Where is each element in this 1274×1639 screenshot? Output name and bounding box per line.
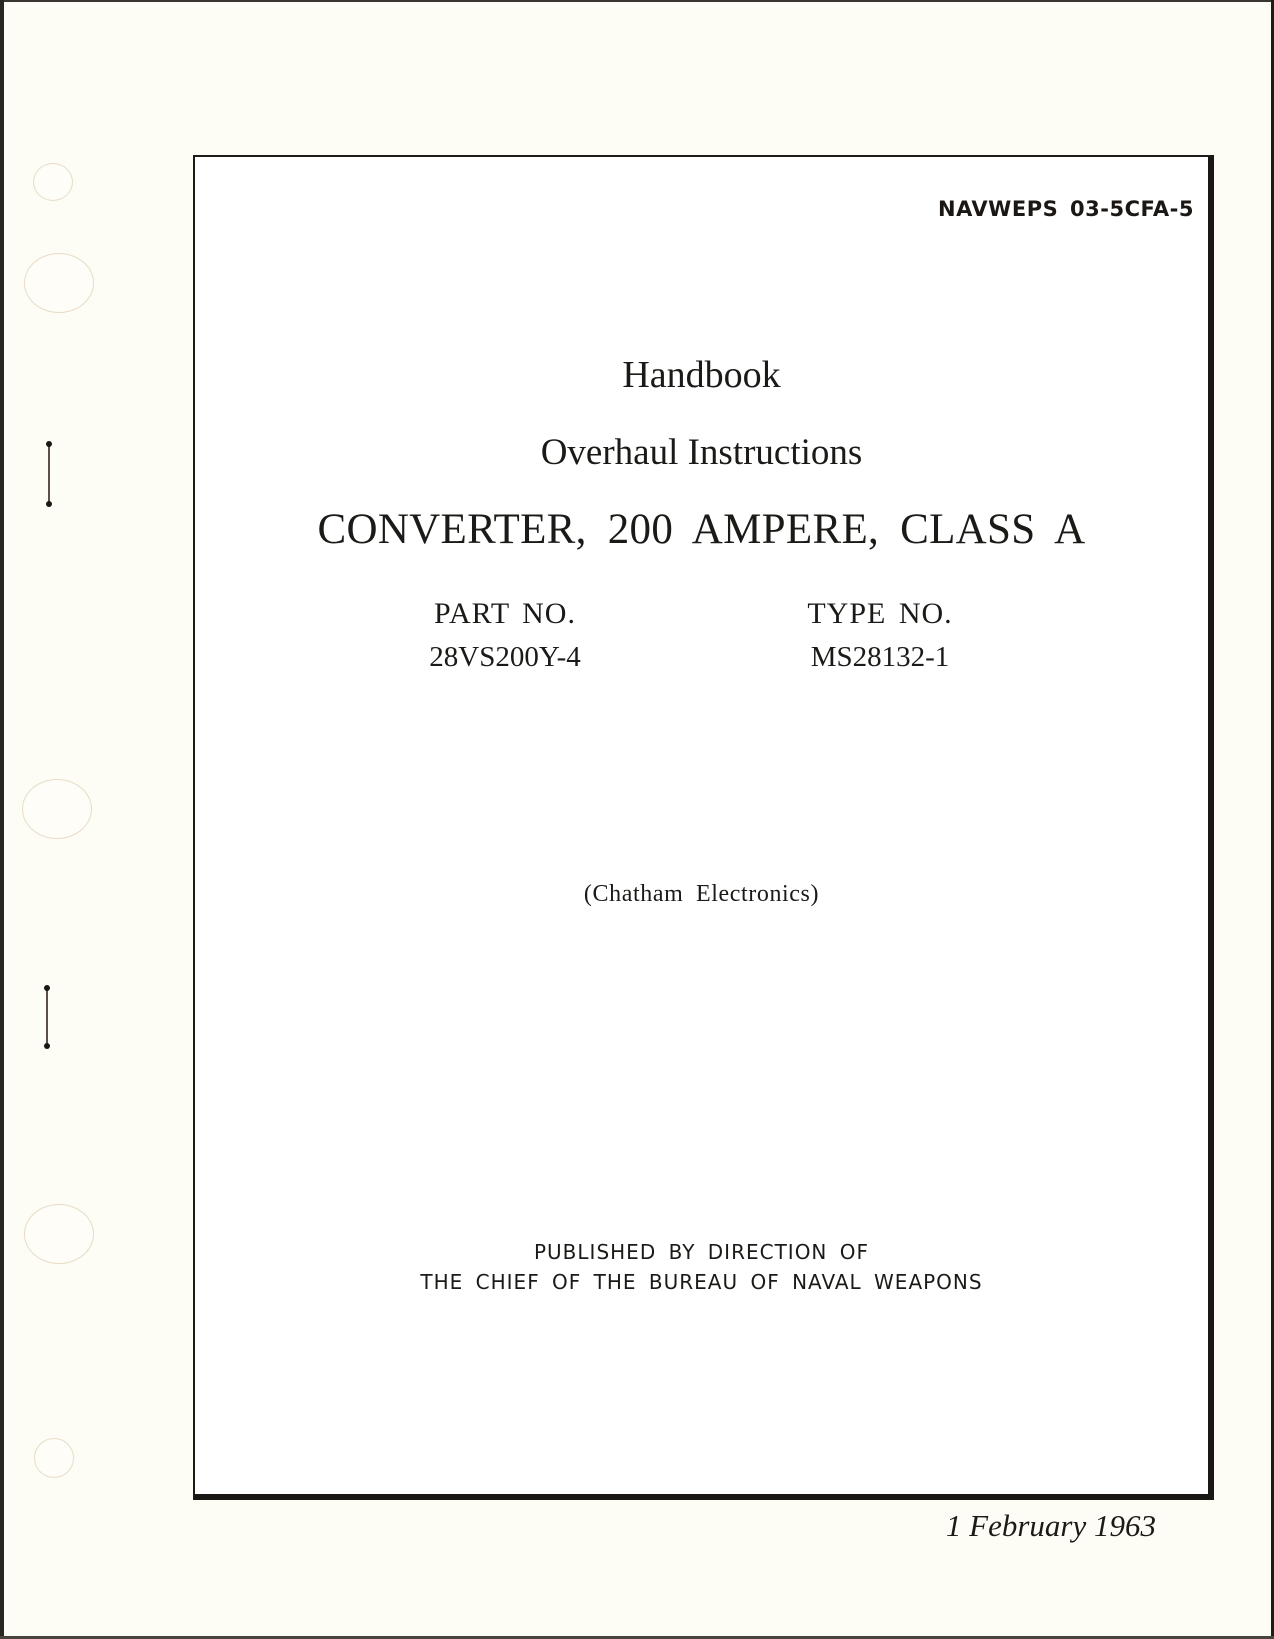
document-number: NAVWEPS 03-5CFA-5 [938,197,1194,221]
part-number-value: 28VS200Y-4 [429,641,581,673]
title-overhaul-instructions: Overhaul Instructions [540,432,863,473]
page-edge-left [0,0,4,1639]
title-equipment: CONVERTER, 200 AMPERE, CLASS A [317,506,1086,553]
title-handbook: Handbook [622,354,781,396]
part-number-label: PART NO. [434,597,576,630]
publisher-statement [195,1237,1208,1297]
type-number-value: MS28132-1 [810,641,950,673]
punch-hole-icon [34,1438,74,1478]
staple-mark-icon [48,443,50,505]
publisher-line-2: THE CHIEF OF THE BUREAU OF NAVAL WEAPONS [420,1270,983,1294]
type-number-block [760,597,1000,674]
punch-hole-icon [33,163,73,201]
part-number-block [385,597,625,674]
punch-hole-icon [24,253,94,313]
punch-hole-icon [24,1204,94,1264]
staple-mark-icon [46,987,48,1047]
manufacturer: (Chatham Electronics) [583,881,820,907]
type-number-label: TYPE NO. [807,597,953,630]
publication-date: 1 February 1963 [945,1508,1156,1543]
page-edge-top [0,0,1274,2]
cover-frame [193,155,1214,1500]
publisher-line-1: PUBLISHED BY DIRECTION OF [533,1240,869,1264]
punch-hole-icon [22,779,92,839]
